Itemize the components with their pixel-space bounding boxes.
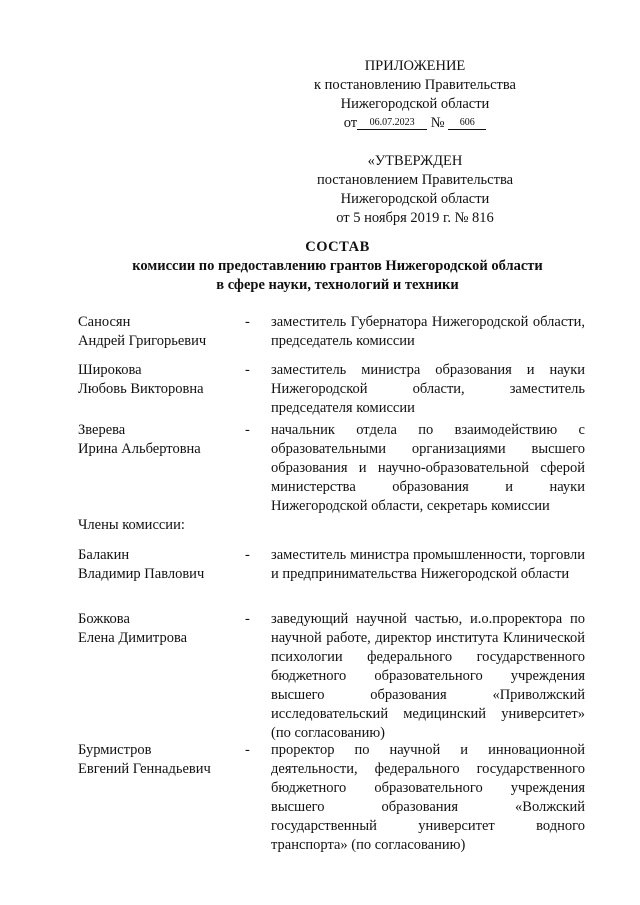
member-name [78,361,248,399]
member-role: заместитель Губернатора Нижегородской области, председатель комиссии [271,314,585,349]
member-role: заместитель министра промышленности, торговли и предпринимательства Нижегородской области [271,547,585,582]
appendix-block [300,57,530,133]
resolution-date: 06.07.2023 [357,117,427,130]
dash-separator: - [245,422,250,438]
member-given-name: Андрей Григорьевич [78,333,207,349]
member-surname: Саносян [78,314,131,330]
member-given-name: Евгений Геннадьевич [78,761,211,777]
heading-subtitle-1: комиссии по предоставлению грантов Нижегородской области [132,258,543,274]
appendix-title: ПРИЛОЖЕНИЕ [364,58,466,74]
member-name [78,610,248,648]
appendix-date-line [300,114,530,133]
approved-line-2: постановлением Правительства [316,172,514,188]
member-given-name: Любовь Викторовна [78,381,204,397]
member-surname: Бурмистров [78,742,152,758]
resolution-number: 606 [448,117,486,130]
member-surname: Зверева [78,422,126,438]
dash-separator: - [245,547,250,563]
heading-title: СОСТАВ [305,239,370,255]
dash-separator: - [245,314,250,330]
members-label: Члены комиссии: [78,517,185,533]
member-name [78,546,248,584]
dash-separator: - [245,362,250,378]
document-heading [60,238,615,295]
number-label: № [430,115,445,131]
approved-line-1: «УТВЕРЖДЕН [367,153,463,169]
member-surname: Балакин [78,547,130,563]
approved-line-3: Нижегородской области [340,191,490,207]
appendix-line-3: Нижегородской области [340,96,490,112]
member-role: заведующий научной частью, и.о.проректора по научной работе, директор института Клинической психологии федерального государственного бюджетного образовательного учреждения высшего образования «Приволжский исследовательский медицинский университет» (по согласованию) [271,611,585,741]
member-name [78,741,248,779]
member-role: заместитель министра образования и науки Нижегородской области, заместитель председателя комиссии [271,362,585,416]
from-label: от [343,115,358,131]
member-name [78,421,248,459]
member-given-name: Елена Димитрова [78,630,188,646]
approved-block [300,152,530,228]
appendix-line-2: к постановлению Правительства [314,77,516,93]
member-surname: Широкова [78,362,142,378]
heading-subtitle-2: в сфере науки, технологий и техники [216,277,459,293]
dash-separator: - [245,742,250,758]
member-given-name: Владимир Павлович [78,566,205,582]
member-role: проректор по научной и инновационной деятельности, федерального государственного бюджетного образовательного учреждения высшего образования «Волжский государственный университет водного транспорта» (по согласованию) [271,742,585,853]
member-given-name: Ирина Альбертовна [78,441,201,457]
approved-line-4: от 5 ноября 2019 г. № 816 [336,210,494,226]
member-name [78,313,248,351]
member-surname: Божкова [78,611,130,627]
member-role: начальник отдела по взаимодействию с образовательными организациями высшего образования и научно-образовательной сферой министерства образования и науки Нижегородской области, секретарь комиссии [271,422,585,514]
dash-separator: - [245,611,250,627]
